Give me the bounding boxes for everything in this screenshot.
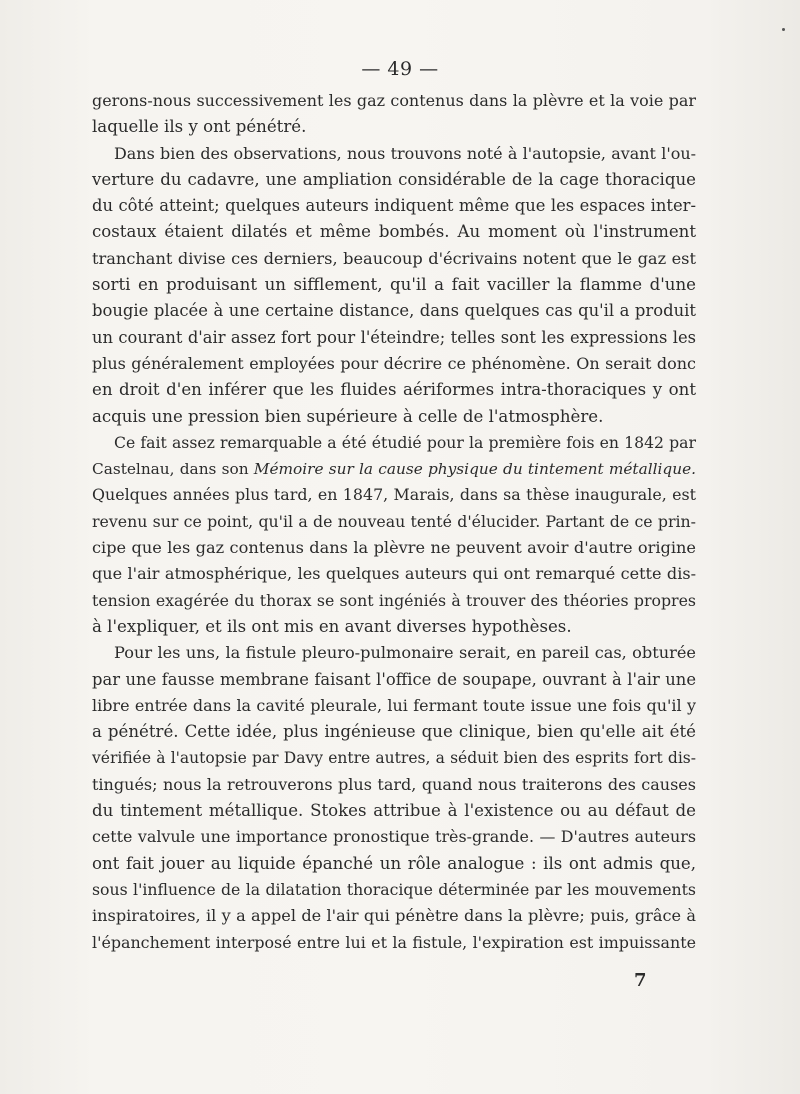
text-line: costaux étaient dilatés et même bombés. Au moment où l'instrument bbox=[92, 222, 696, 242]
paragraph-4 bbox=[92, 640, 696, 956]
text-fragment: Castelnau, dans son bbox=[92, 460, 254, 479]
text-line: ont fait jouer au liquide épanché un rôle analogue : ils ont admis que, bbox=[92, 853, 696, 873]
text-line: du côté atteint; quelques auteurs indiquent même que les espaces inter- bbox=[92, 196, 696, 216]
text-line: laquelle ils y ont pénétré. bbox=[92, 117, 307, 137]
signature-mark: 7 bbox=[634, 970, 647, 991]
text-line: vérifiée à l'autopsie par Davy entre autres, a séduit bien des esprits fort dis- bbox=[92, 749, 696, 768]
text-line: libre entrée dans la cavité pleurale, lui fermant toute issue une fois qu'il y bbox=[92, 695, 696, 715]
text-line-with-title bbox=[92, 456, 696, 482]
text-line: acquis une pression bien supérieure à celle de l'atmosphère. bbox=[92, 406, 604, 426]
text-line: Quelques années plus tard, en 1847, Marais, dans sa thèse inaugurale, est bbox=[92, 485, 696, 505]
text-line: gerons-nous successivement les gaz contenus dans la plèvre et la voie par bbox=[92, 91, 696, 110]
text-line: par une fausse membrane faisant l'office de soupape, ouvrant à l'air une bbox=[92, 669, 696, 689]
text-line: cipe que les gaz contenus dans la plèvre ne peuvent avoir d'autre origine bbox=[92, 538, 696, 558]
text-line: que l'air atmosphérique, les quelques auteurs qui ont remarqué cette dis- bbox=[92, 564, 696, 584]
paragraph-2 bbox=[92, 141, 696, 430]
text-line: sous l'influence de la dilatation thoracique déterminée par les mouvements bbox=[92, 879, 696, 899]
paragraph-1 bbox=[92, 88, 696, 141]
text-line: revenu sur ce point, qu'il a de nouveau tenté d'élucider. Partant de ce prin- bbox=[92, 511, 696, 531]
text-line: bougie placée à une certaine distance, dans quelques cas qu'il a produit bbox=[92, 301, 696, 321]
text-line: à l'expliquer, et ils ont mis en avant diverses hypothèses. bbox=[92, 616, 572, 636]
text-line: en droit d'en inférer que les fluides aériformes intra-thoraciques y ont bbox=[92, 380, 696, 400]
text-line: l'épanchement interposé entre lui et la fistule, l'expiration est impuissante bbox=[92, 932, 696, 952]
text-line: plus généralement employées pour décrire ce phénomène. On serait donc bbox=[92, 353, 696, 373]
text-line: tension exagérée du thorax se sont ingéniés à trouver des théories propres bbox=[92, 590, 696, 610]
text-line: tingués; nous la retrouverons plus tard, quand nous traiterons des causes bbox=[92, 774, 696, 794]
text-line: inspiratoires, il y a appel de l'air qui pénètre dans la plèvre; puis, grâce à bbox=[92, 906, 696, 926]
italic-book-title: Mémoire sur la cause physique du tintement métallique. bbox=[253, 460, 696, 479]
text-line: sorti en produisant un sifflement, qu'il a fait vaciller la flamme d'une bbox=[92, 275, 696, 295]
text-line: du tintement métallique. Stokes attribue à l'existence ou au défaut de bbox=[92, 801, 696, 821]
body-text bbox=[92, 88, 696, 956]
text-line: a pénétré. Cette idée, plus ingénieuse que clinique, bien qu'elle ait été bbox=[92, 722, 696, 742]
ink-speck bbox=[782, 28, 785, 31]
text-line: un courant d'air assez fort pour l'éteindre; telles sont les expressions les bbox=[92, 327, 696, 347]
text-line: Ce fait assez remarquable a été étudié pour la première fois en 1842 par bbox=[114, 432, 696, 452]
text-line: cette valvule une importance pronostique très-grande. — D'autres auteurs bbox=[92, 827, 696, 847]
text-line: Pour les uns, la fistule pleuro-pulmonaire serait, en pareil cas, obturée bbox=[114, 643, 696, 663]
text-line: verture du cadavre, une ampliation considérable de la cage thoracique bbox=[92, 169, 696, 189]
text-line: tranchant divise ces derniers, beaucoup d'écrivains notent que le gaz est bbox=[92, 248, 696, 268]
page-number: — 49 — bbox=[361, 58, 439, 80]
text-line: Dans bien des observations, nous trouvons noté à l'autopsie, avant l'ou- bbox=[114, 143, 696, 163]
paragraph-3 bbox=[92, 430, 696, 640]
